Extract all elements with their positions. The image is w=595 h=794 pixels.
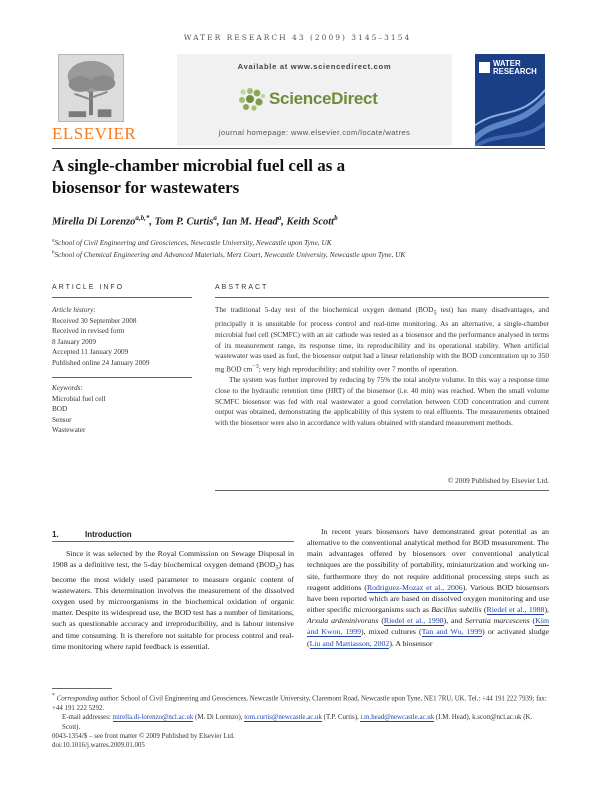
affiliation-a: $^a$School of Civil Engineering and Geosciences, Newcastle University, Newcastle upon Tyne, UK	[52, 238, 332, 247]
elsevier-wordmark: ELSEVIER	[52, 124, 137, 143]
available-at-text[interactable]: Available at www.sciencedirect.com	[237, 62, 392, 71]
author-name[interactable]: Mirella Di Lorenzo	[52, 216, 136, 228]
section-heading: 1. Introduction	[52, 530, 132, 539]
keyword[interactable]: BOD	[52, 405, 68, 413]
journal-header-band	[177, 54, 452, 146]
abstract-body	[215, 305, 549, 429]
article-info-divider	[52, 297, 192, 298]
journal-homepage-text[interactable]: journal homepage: www.elsevier.com/locate/watres	[218, 128, 411, 137]
author-name[interactable]: Tom P. Curtis	[154, 216, 214, 228]
keywords: Keywords: Microbial fuel cell BOD Sensor Wastewater	[52, 384, 106, 434]
citation-link[interactable]: Riedel et al., 1998	[383, 616, 444, 626]
article-history: Article history: Received 30 September 2008 Received in revised form 8 January 2009 Accepted 11 January 2009 Published online 24 January 2009	[52, 306, 150, 367]
elsevier-logo[interactable]	[52, 54, 137, 143]
body-column-right	[307, 526, 549, 649]
issn-line: 0043-1354/$ – see front matter © 2009 Published by Elsevier Ltd.	[52, 732, 235, 740]
journal-cover-image[interactable]	[475, 54, 545, 146]
iwa-logo-icon	[479, 62, 490, 73]
footnote-divider	[52, 688, 112, 689]
cover-title: WATER RESEARCH	[493, 59, 537, 76]
article-info-heading: ARTICLE INFO	[52, 284, 125, 291]
email-link[interactable]: mirella.di-lorenzo@ncl.ac.uk	[112, 714, 194, 722]
author-name[interactable]: Ian M. Head	[222, 216, 278, 228]
keyword[interactable]: Microbial fuel cell	[52, 394, 106, 403]
sciencedirect-wordmark: ScienceDirect	[269, 89, 378, 108]
citation-link[interactable]: Rodriguez-Mozaz et al., 2006	[366, 582, 463, 592]
abstract-paragraph: The system was further improved by reducing by 75% the total anolyte volume. In this way a response time close to the hydraulic retention time (HRT) of the biosensor (i.e. 40 min) was reached. When the small volume SCMFC biosensor was fed with real wastewater a good correlation between COD concentration and current output was obtained, demonstrating the applicability of this system to real effluents. The measurements obtained with the biosensor were also in accordance with values obtained with standard measurement methods.	[215, 375, 549, 427]
email-link[interactable]: i.m.head@newcastle.ac.uk	[360, 714, 435, 722]
doi-line[interactable]: doi:10.1016/j.watres.2009.01.005	[52, 742, 145, 750]
body-paragraph: In recent years biosensors have demonstrated great potential as an alternative to the conventional analytical method for BOD measurement. The main advantages offered by biosensors over conventional analytical techniques are the possibility of portability, miniaturization and working on-site, furthermore they do not require additional processing steps such as reagent additions (Rodriguez-Mozaz et al., 2006). Various BOD biosensors have been reported which are based on dissolved oxygen monitoring and use either specific microorganisms such as Bacillus subtilis (Riedel et al., 1988), Arxula ardeninivorans (Riedel et al., 1998), and Serratia marcescens (Kim and Kwon, 1999), mixed cultures (Tan and Wu, 1999) or activated sludge (Liu and Mattiasson, 2002). A biosensor	[307, 527, 550, 648]
abstract-end-divider	[215, 490, 549, 491]
footnotes	[52, 692, 549, 751]
citation-link[interactable]: Kim and Kwon, 1999	[307, 616, 550, 637]
abstract-divider	[215, 297, 549, 298]
citation-link[interactable]: Tan and Wu, 1999	[421, 627, 483, 637]
cover-graphic	[475, 84, 545, 146]
elsevier-tree-icon	[58, 54, 124, 122]
sciencedirect-logo[interactable]	[237, 86, 397, 112]
header-divider	[52, 148, 545, 149]
sciencedirect-dots-icon	[237, 86, 267, 112]
email-addresses: E-mail addresses: mirella.di-lorenzo@ncl.ac.uk (M. Di Lorenzo), tom.curtis@newcastle.ac.uk (T.P. Curtis), i.m.head@newcastle.ac.uk (I.M. Head), k.scott@ncl.ac.uk (K. Scott).	[62, 714, 533, 731]
body-column-left	[52, 548, 294, 652]
email-link[interactable]: tom.curtis@newcastle.ac.uk	[244, 714, 322, 722]
citation-link[interactable]: Liu and Mattiasson, 2002	[309, 638, 390, 648]
history-divider	[52, 377, 192, 378]
corresponding-author-note: * Corresponding author. School of Civil Engineering and Geosciences, Newcastle University, Claremont Road, Newcastle upon Tyne, NE1 7RU, UK. Tel.: +44 191 222 7939; fax: +44 191 222 5292.	[52, 693, 547, 712]
keyword[interactable]: Wastewater	[52, 426, 86, 434]
abstract-heading: ABSTRACT	[215, 284, 269, 291]
keyword[interactable]: Sensor	[52, 415, 72, 424]
body-paragraph: Since it was selected by the Royal Commission on Sewage Disposal in 1908 as a definitive test, the 5-day biochemical oxygen demand $(BOD_5)$ has become the most widely used parameter to measure organic content of wastewaters. This determination involves the measurement of the dissolved oxygen used by microorganisms in the biochemical oxidation of organic matter. Despite its widespread use, the BOD test has a number of limitations, such as questionable accuracy and irreproducibility, and is labour intensive and time consuming. It is therefore not suitable for process control and real-time monitoring where rapid feedback is essential.	[52, 549, 294, 651]
copyright-line: © 2009 Published by Elsevier Ltd.	[447, 476, 549, 485]
citation-link[interactable]: Riedel et al., 1988	[486, 605, 545, 615]
author-name[interactable]: Keith Scott	[286, 216, 335, 228]
author-list: Mirella Di Lorenzo$^{a,b,*}$, Tom P. Curtis$^a$, Ian M. Head$^a$, Keith Scott$^b$	[52, 214, 338, 228]
section-divider	[52, 541, 294, 542]
journal-citation-line: WATER RESEARCH 43 (2009) 3145–3154	[183, 33, 412, 42]
affiliation-b: $^b$School of Chemical Engineering and Advanced Materials, Merz Court, Newcastle University, Newcastle upon Tyne, UK	[52, 250, 406, 259]
abstract-paragraph: The traditional 5-day test of the biochemical oxygen demand ($BOD_5$ test) has many disadvantages, and principally it is unsuitable for process control and real-time monitoring. As an alternative, a single-chamber microbial fuel cell (SCMFC) with an air cathode was tested as a biosensor and the performance analysed in terms of its measurement range, its response time, its reproducibility and its operational stability. When artificial wastewater was used as fuel, the biosensor output had a linear relationship with the BOD concentration up to 350 mg BOD $cm^{-3}$; very high reproducibility; and stability over 7 months of operation.	[215, 305, 549, 374]
article-title: A single-chamber microbial fuel cell as a biosensor for wastewaters	[52, 156, 346, 197]
